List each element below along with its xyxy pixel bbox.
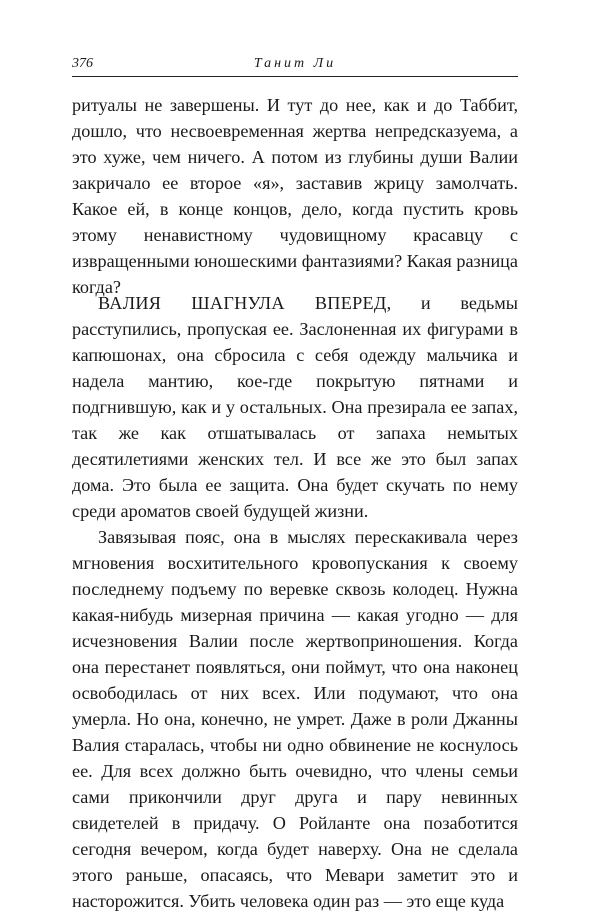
running-head [72, 54, 518, 77]
section-lead-caps: ВАЛИЯ ШАГНУЛА ВПЕРЕД [98, 293, 387, 313]
section-1-text [72, 92, 518, 300]
paragraph-text: , и ведьмы расступились, пропуская ее. Заслоненная их фигурами в капюшонах, она сбросила с себя одежду мальчика и надела мантию, кое-где покрытую пятнами и подгнившую, как и у остальных. Она презирала ее запах, так же как отшатывалась от запаха немытых десятилетиями женских тел. И все же это был запах дома. Это была ее защита. Она будет скучать по нему среди ароматов своей будущей жизни. [72, 293, 518, 521]
running-head-author: Танит Ли [253, 56, 337, 71]
paragraph: ритуалы не завершены. И тут до нее, как и до Таббит, дошло, что несвоевременная жертва непредсказуема, а это хуже, чем ничего. А потом из глубины души Валии закричало ее второе «я», заставив жрицу замолчать. Какое ей, в конце концов, дело, когда пустить кровь этому ненавистному чудовищному красавцу с извращенными юношескими фантазиями? Какая разница когда? [72, 95, 518, 297]
paragraph [72, 290, 518, 524]
section-2-text [72, 290, 518, 914]
page-number: 376 [72, 56, 93, 71]
paragraph: Завязывая пояс, она в мыслях перескакивала через мгновения восхитительного кровопускания к своему последнему подъему по веревке сквозь колодец. Нужна какая-нибудь мизерная причина — какая угодно — для исчезновения Валии после жертвоприношения. Когда она перестанет появляться, они поймут, что она наконец освободилась от них всех. Или подумают, что она умерла. Но она, конечно, не умрет. Даже в роли Джанны Валия старалась, чтобы ни одно обвинение не коснулось ее. Для всех должно быть очевидно, что члены семьи сами прикончили друг друга и пару невинных свидетелей в придачу. О Ройланте она позаботится сегодня вечером, когда будет наверху. Она не сделала этого раньше, опасаясь, что Мевари заметит это и насторожится. Убить человека один раз — это еще куда [72, 527, 518, 911]
